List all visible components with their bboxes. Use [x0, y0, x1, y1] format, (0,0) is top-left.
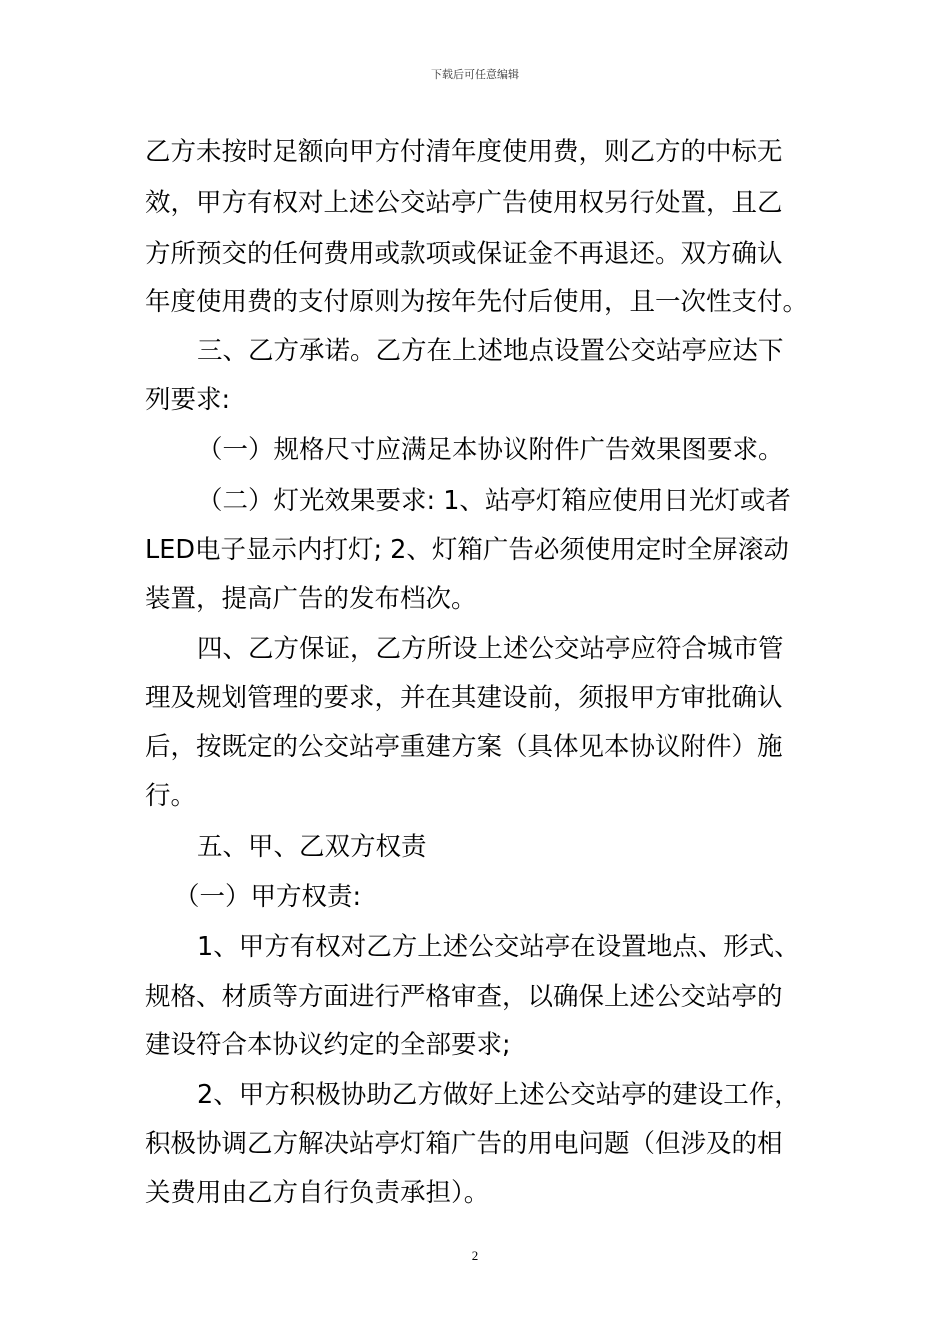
- body-line: 五、甲、乙双方权责: [197, 832, 427, 862]
- body-line: 四、乙方保证，乙方所设上述公交站亭应符合城市管: [197, 634, 784, 664]
- body-line: 关费用由乙方自行负责承担）。: [145, 1178, 490, 1208]
- body-line: （一）规格尺寸应满足本协议附件广告效果图要求。: [197, 435, 784, 465]
- page-header: 下载后可任意编辑: [431, 68, 519, 81]
- body-line: 建设符合本协议约定的全部要求;: [145, 1030, 511, 1060]
- body-line: 乙方未按时足额向甲方付清年度使用费，则乙方的中标无: [145, 137, 783, 167]
- body-line: 1、甲方有权对乙方上述公交站亭在设置地点、形式、: [197, 932, 800, 962]
- body-line: 规格、材质等方面进行严格审查，以确保上述公交站亭的: [145, 982, 783, 1012]
- body-line: （二）灯光效果要求: 1、站亭灯箱应使用日光灯或者: [197, 486, 791, 516]
- body-line: 效，甲方有权对上述公交站亭广告使用权另行处置，且乙: [145, 188, 783, 218]
- body-line: 理及规划管理的要求，并在其建设前，须报甲方审批确认: [145, 683, 783, 713]
- body-line: 列要求:: [145, 385, 231, 415]
- body-line: 三、乙方承诺。乙方在上述地点设置公交站亭应达下: [197, 336, 784, 366]
- body-line: 行。: [145, 781, 197, 811]
- body-line: 年度使用费的支付原则为按年先付后使用，且一次性支付。: [145, 287, 809, 317]
- body-line: 积极协调乙方解决站亭灯箱广告的用电问题（但涉及的相: [145, 1129, 783, 1159]
- body-line: 2、甲方积极协助乙方做好上述公交站亭的建设工作，: [197, 1080, 800, 1110]
- body-line: 方所预交的任何费用或款项或保证金不再退还。双方确认: [145, 239, 783, 269]
- body-line: 后，按既定的公交站亭重建方案（具体见本协议附件）施: [145, 732, 783, 762]
- body-line: （一）甲方权责:: [174, 882, 362, 912]
- body-line: LED电子显示内打灯; 2、灯箱广告必须使用定时全屏滚动: [145, 535, 789, 565]
- body-line: 装置，提高广告的发布档次。: [145, 584, 477, 614]
- page-number: 2: [471, 1248, 479, 1263]
